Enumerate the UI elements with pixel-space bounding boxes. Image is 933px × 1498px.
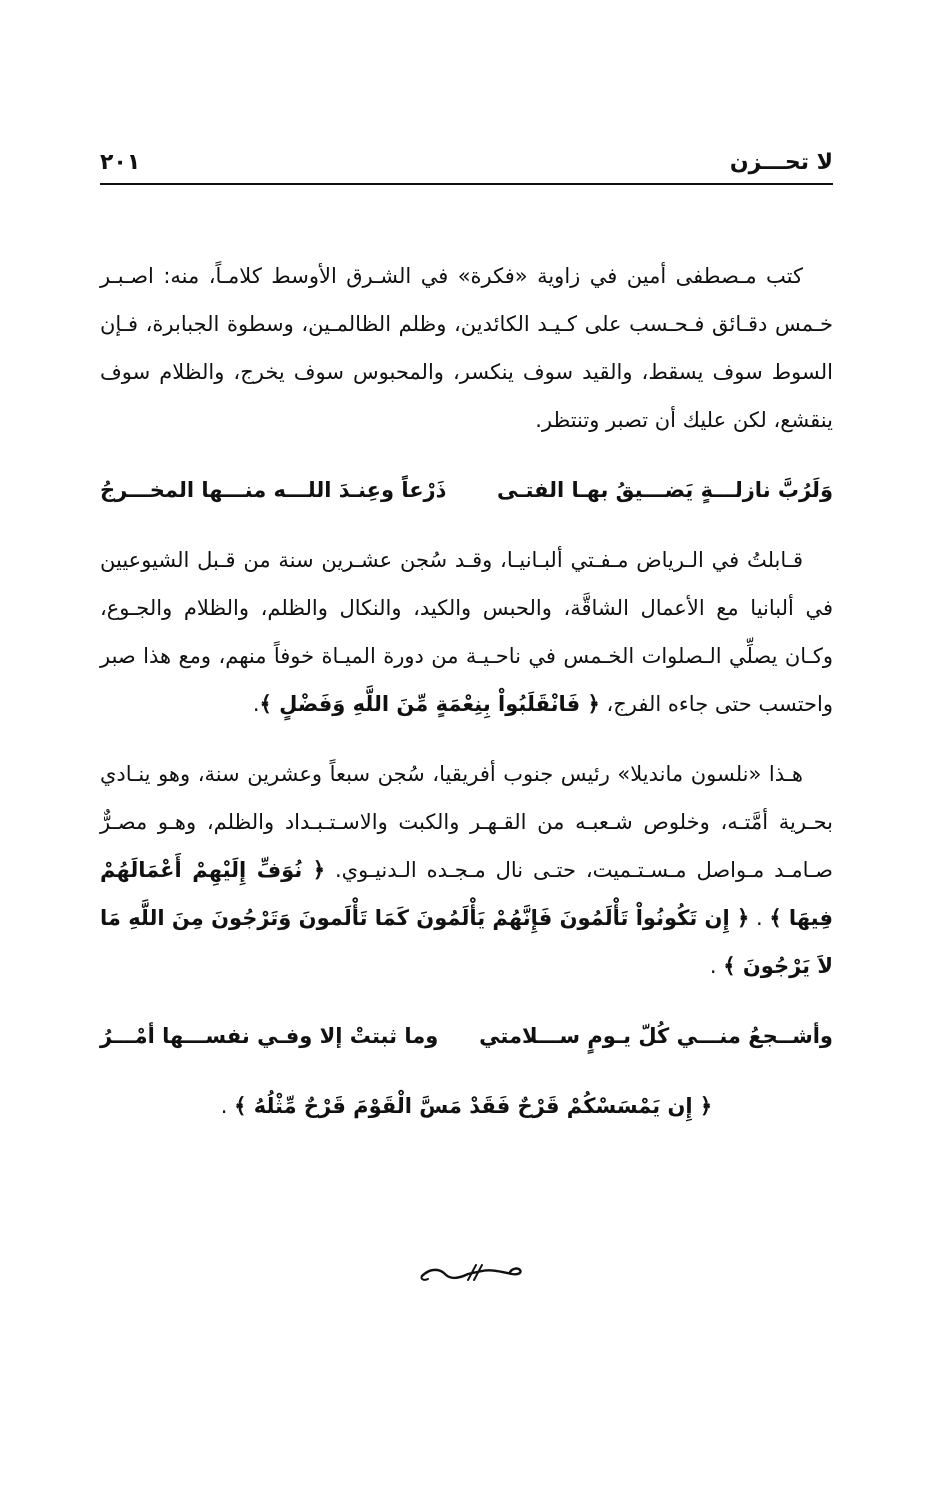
spacer <box>100 990 833 1012</box>
quran-quote-2: ﴿ إِن تَكُونُواْ تَأْلَمُونَ فَإِنَّهُمْ يَأْلَمُونَ كَمَا تَأْلَمونَ وَتَرْجُونَ مِنَ اللَّهِ مَا لاَ يَرْجُونَ ﴾ <box>100 906 833 978</box>
spacer <box>100 514 833 536</box>
poetry-verse-1 <box>100 466 833 514</box>
page-header <box>100 150 833 180</box>
poetry-verse-2 <box>100 1012 833 1060</box>
paragraph-mustafa-amin <box>100 252 833 444</box>
page-body <box>100 252 833 1130</box>
paragraph-text: كتب مـصطفى أمين في زاوية «فكرة» في الشـرق الأوسط كلامـاً، منه: اصـبـر خـمس دقـائق فـحـسب على كـيـد الكائدين، وظلم الظالمـين، وسطوة الجبابرة، فـإن السوط سوف يسقط، والقيد سوف ينكسر، والمحبوس سوف يخرج، والظلام سوف ينقشع، لكن عليك أن تصبر وتنتظر. <box>100 264 833 432</box>
spacer <box>100 444 833 466</box>
sentence-end: . <box>709 954 724 978</box>
verse-hemistich-right: وأشــجعُ منـــي كُلّ يـومٍ ســـلامتي <box>479 1024 833 1048</box>
quran-quote: ﴿ إِن يَمْسَسْكُمْ قَرْحٌ فَقَدْ مَسَّ الْقَوْمَ قَرْحٌ مِّثْلُهُ ﴾ <box>234 1094 713 1118</box>
running-title: لا تحـــزن <box>729 150 833 175</box>
quran-quote-1: ﴿ نُوَفِّ إِلَيْهِمْ أَعْمَالَهُمْ فِيهَا ﴾ <box>100 858 833 930</box>
header-rule <box>100 183 833 185</box>
verse-hemistich-left: وما ثبتتْ إلا وفـي نفســـها أمْـــرُ <box>100 1024 439 1048</box>
sentence-end: . <box>220 1094 235 1118</box>
paragraph-mandela <box>100 750 833 990</box>
paragraph-text: هـذا «نلسون مانديلا» رئيس جنوب أفريقيا، سُجن سبعاً وعشرين سنة، وهو ينـادي بحـرية أمَّتـه، وخلوص شـعبـه من القـهـر والكبت والاسـتـبـداد والظلم، وهـو مصـرٌّ صـامـد مـواصل مـسـتـميت، حتـى نال مـجـده الـدنيـوي. <box>100 762 833 882</box>
spacer <box>100 728 833 750</box>
calligraphic-flourish-icon <box>416 1262 526 1284</box>
separator: . <box>749 906 770 930</box>
paragraph-text: قـابلتُ في الـرياض مـفـتي ألبـانيـا، وقـد سُجن عشـرين سنة من قـبل الشيوعيين في ألبانيا مع الأعمال الشاقَّة، والحبس والكيد، والنكال والظلم، والظلام والجـوع، وكـان يصلِّي الـصلوات الخـمس في ناحـيـة من دورة الميـاة خوفاً منهم، ومع هذا صبر واحتسب حتى جاءه الفرج، <box>100 548 833 716</box>
paragraph-albania-mufti <box>100 536 833 728</box>
verse-hemistich-left: ذَرْعاً وعِنـدَ اللـــه منـــها المخـــرجُ <box>100 478 447 502</box>
quran-quote: ﴿ فَانْقَلَبُواْ بِنِعْمَةٍ مِّنَ اللَّهِ وَفَضْلٍ ﴾ <box>259 692 600 716</box>
closing-quran-verse <box>100 1082 833 1130</box>
verse-hemistich-right: وَلَرُبَّ نازلـــةٍ يَضـــيقُ بهـا الفتـى <box>497 478 833 502</box>
spacer <box>100 1060 833 1082</box>
sentence-end: . <box>252 692 260 716</box>
page-number: ٢٠١ <box>100 150 141 175</box>
